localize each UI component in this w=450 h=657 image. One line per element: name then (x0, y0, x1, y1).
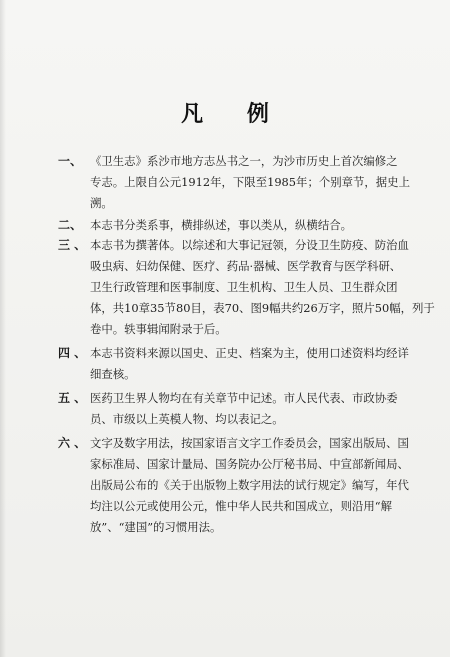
section-line: 溯。 (90, 196, 113, 210)
section-line: 出版局公布的《关于出版物上数字用法的试行规定》编写，年代 (90, 478, 409, 492)
section-line: 本志书为撰著体。以综述和大事记冠领，分设卫生防疫、防治血 (90, 238, 409, 252)
section-line: 医药卫生界人物均在有关章节中记述。市人民代表、市政协委 (90, 391, 398, 405)
section-line: 员、市级以上英模人物、均以表记之。 (90, 412, 284, 426)
section-line: 本志书分类系事，横排纵述，事以类从，纵横结合。 (90, 218, 352, 232)
section-line: 体，共10章35节80目，表70、图9幅共约26万字，照片50幅，列于 (90, 301, 435, 315)
section-line: 放”、“建国”的习惯用法。 (90, 520, 222, 534)
section-line: 细查核。 (90, 367, 136, 381)
section-number: 三 、 (58, 238, 87, 252)
section-number: 六 、 (58, 436, 87, 450)
page-title: 凡 例 (181, 101, 287, 127)
section-number: 四 、 (58, 346, 87, 360)
section-number: 五 、 (58, 391, 87, 405)
section-line: 均注以公元或使用公元，惟中华人民共和国成立，则沿用“解 (90, 499, 392, 513)
section-line: 卫生行政管理和医事制度、卫生机构、卫生人员、卫生群众团 (90, 280, 398, 294)
section-line: 专志。上限自公元1912年，下限至1985年；个别章节，据史上 (90, 175, 410, 189)
section-line: 文字及数字用法，按国家语言文字工作委员会，国家出版局、国 (90, 436, 409, 450)
section-line: 吸虫病、妇幼保健、医疗、药品·器械、医学教育与医学科研、 (90, 259, 402, 273)
section-number: 一、 (58, 154, 83, 168)
section-line: 《卫生志》系沙市地方志丛书之一，为沙市历史上首次编修之 (90, 154, 398, 168)
section-line: 本志书资料来源以国史、正史、档案为主，使用口述资料均经详 (90, 346, 409, 360)
section-line: 卷中。轶事辑闻附录于后。 (90, 322, 227, 336)
section-number: 二、 (58, 218, 83, 232)
section-line: 家标准局、国家计量局、国务院办公厅秘书局、中宣部新闻局、 (90, 457, 409, 471)
